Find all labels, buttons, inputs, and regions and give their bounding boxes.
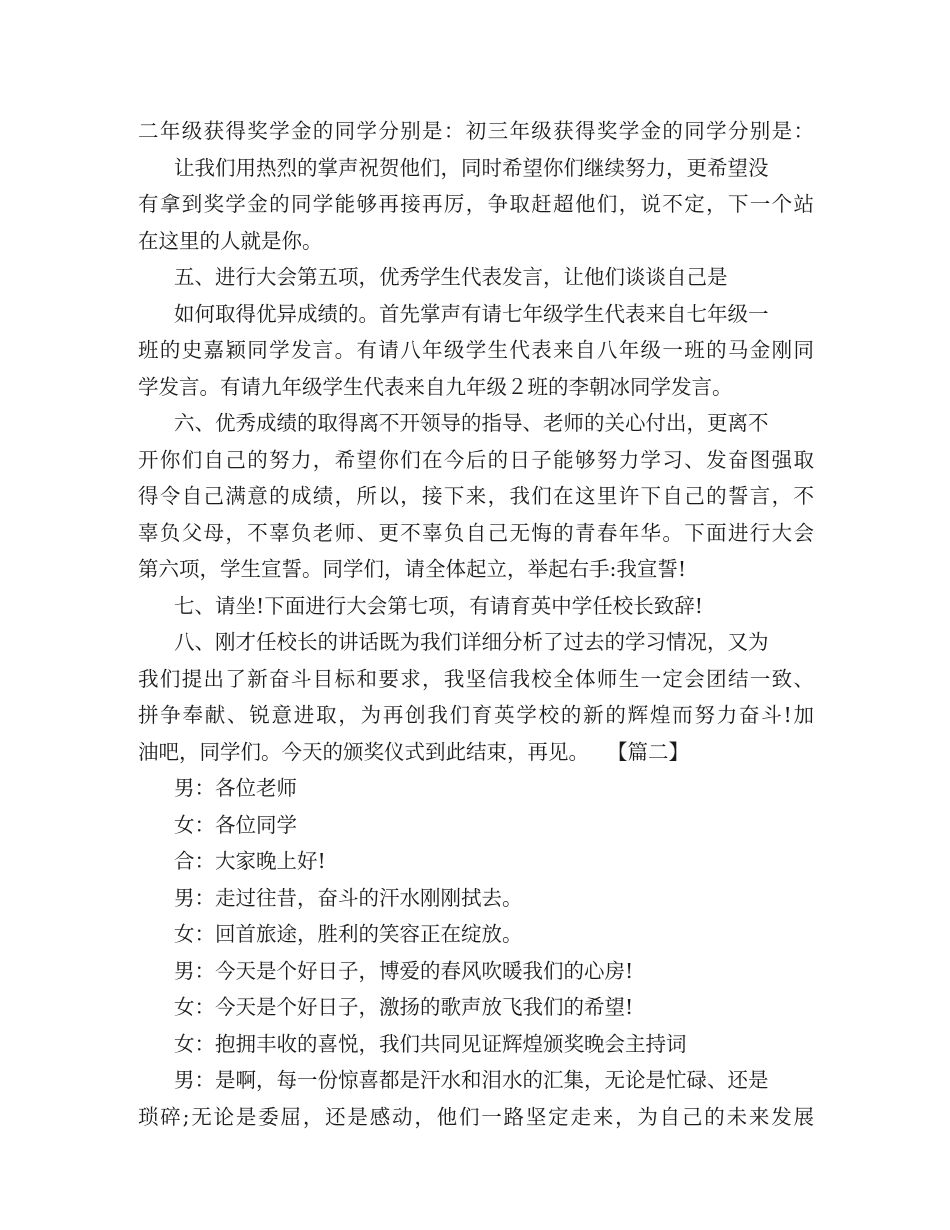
text-line: 有拿到奖学金的同学能够再接再厉，争取赶超他们，说不定，下一个站 <box>138 192 814 216</box>
text-line: 八、刚才任校长的讲话既为我们详细分析了过去的学习情况，又为 <box>174 630 769 654</box>
text-line: 六、优秀成绩的取得离不开领导的指导、老师的关心付出，更离不 <box>174 411 769 435</box>
text-line: 得令自己满意的成绩，所以，接下来，我们在这里许下自己的誓言，不 <box>138 484 814 508</box>
text-line: 让我们用热烈的掌声祝贺他们，同时希望你们继续努力，更希望没 <box>174 155 769 180</box>
text-line: 五、进行大会第五项，优秀学生代表发言，让他们谈谈自己是 <box>174 265 728 289</box>
dialogue-line: 女：今天是个好日子，激扬的歌声放飞我们的希望! <box>174 995 634 1019</box>
dialogue-line: 女：回首旅途，胜利的笑容正在绽放。 <box>174 922 523 946</box>
text-line: 琐碎;无论是委屈，还是感动，他们一路坚定走来，为自己的未来发展 <box>138 1104 814 1129</box>
text-line: 二年级获得奖学金的同学分别是：初三年级获得奖学金的同学分别是： <box>138 119 814 143</box>
dialogue-line: 合：大家晚上好! <box>174 849 326 873</box>
dialogue-line: 男：今天是个好日子，博爱的春风吹暖我们的心房! <box>174 958 634 983</box>
dialogue-line: 女：各位同学 <box>174 812 297 837</box>
text-line: 七、请坐!下面进行大会第七项，有请育英中学任校长致辞! <box>174 593 703 618</box>
text-line: 开你们自己的努力，希望你们在今后的日子能够努力学习、发奋图强取 <box>138 447 814 472</box>
text-line: 如何取得优异成绩的。首先掌声有请七年级学生代表来自七年级一 <box>174 301 769 326</box>
document-body <box>138 113 818 1135</box>
text-line <box>138 734 818 771</box>
text-line: 拼争奉献、锐意进取，为再创我们育英学校的新的辉煌而努力奋斗!加 <box>138 703 814 727</box>
text-line: 学发言。有请九年级学生代表来自九年级２班的李朝冰同学发言。 <box>138 374 733 399</box>
dialogue-line: 男：走过往昔，奋斗的汗水刚刚拭去。 <box>174 885 523 910</box>
text-line: 我们提出了新奋斗目标和要求，我坚信我校全体师生一定会团结一致、 <box>138 666 814 691</box>
text-line-content: 油吧，同学们。今天的颁奖仪式到此结束，再见。 <box>138 739 589 764</box>
dialogue-line: 男：是啊，每一份惊喜都是汗水和泪水的汇集，无论是忙碌、还是 <box>174 1068 769 1092</box>
text-line: 第六项，学生宣誓。同学们，请全体起立，举起右手:我宣誓! <box>138 557 687 581</box>
dialogue-line: 男：各位老师 <box>174 776 297 800</box>
section-tag: 【篇二】 <box>607 739 689 764</box>
dialogue-line: 女：抱拥丰收的喜悦，我们共同见证辉煌颁奖晚会主持词 <box>174 1031 687 1056</box>
text-line: 辜负父母，不辜负老师、更不辜负自己无悔的青春年华。下面进行大会 <box>138 520 814 545</box>
text-line: 在这里的人就是你。 <box>138 228 323 253</box>
text-line: 班的史嘉颖同学发言。有请八年级学生代表来自八年级一班的马金刚同 <box>138 338 814 362</box>
